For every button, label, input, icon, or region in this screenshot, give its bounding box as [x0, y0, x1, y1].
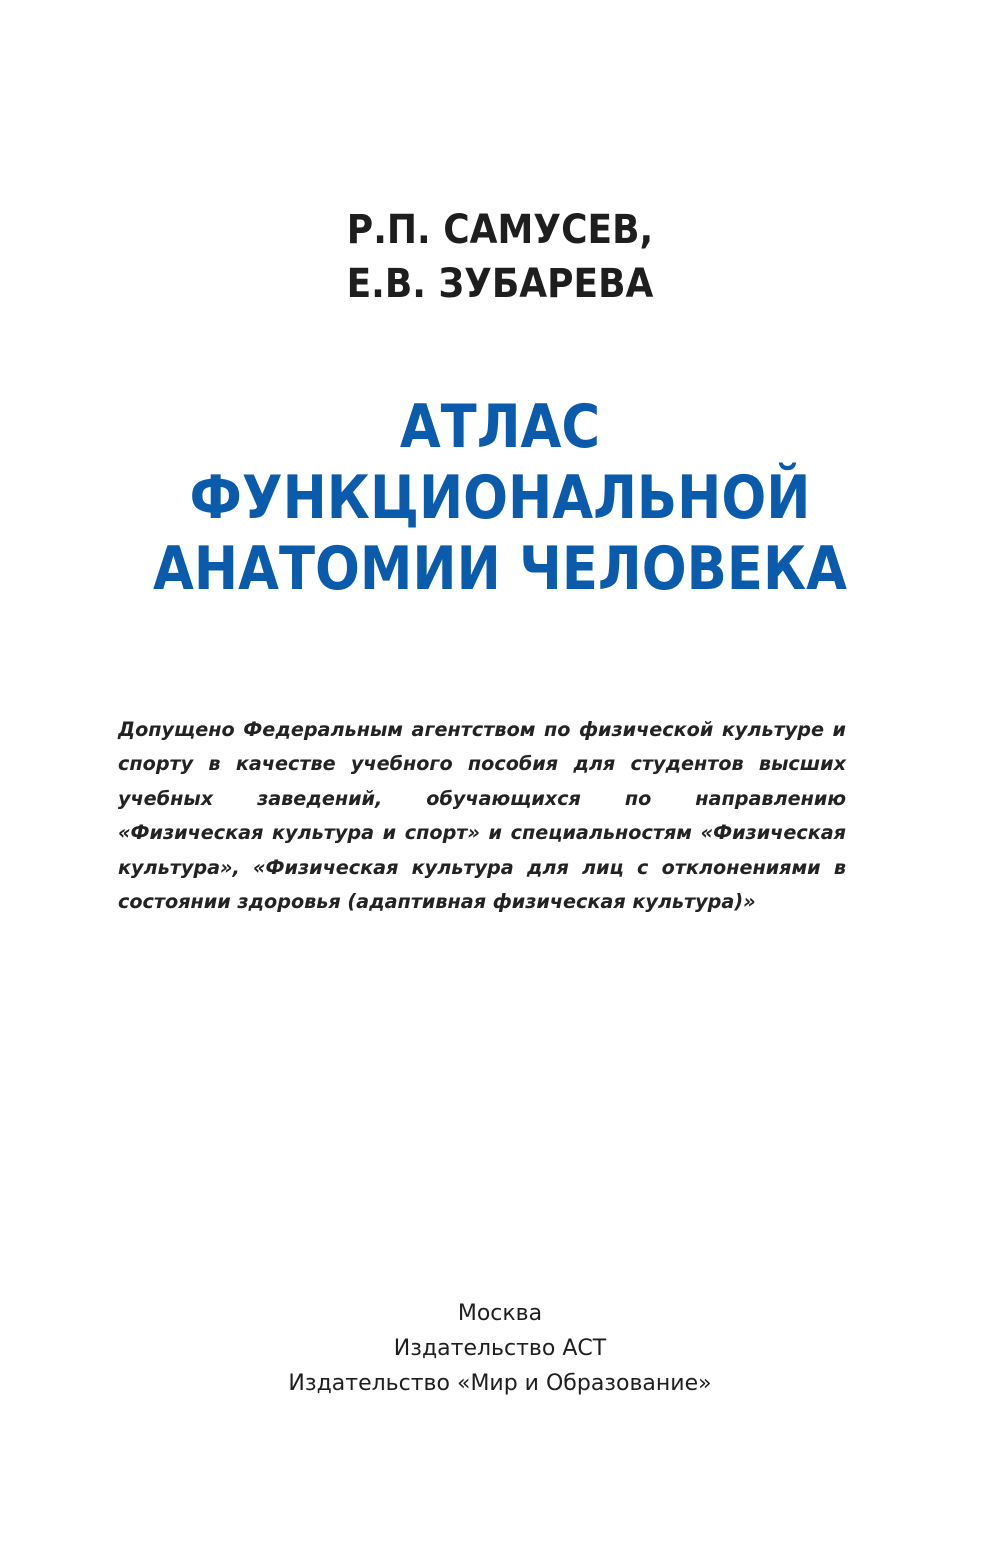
title-line-3: АНАТОМИИ ЧЕЛОВЕКА	[153, 534, 847, 604]
imprint-publisher-2: Издательство «Мир и Образование»	[288, 1371, 712, 1396]
imprint-block	[0, 1296, 1000, 1401]
author-second: Е.В. ЗУБАРЕВА	[346, 261, 654, 307]
title-line-2: ФУНКЦИОНАЛЬНОЙ	[189, 463, 811, 533]
title-line-1: АТЛАС	[399, 392, 601, 462]
approval-statement: Допущено Федеральным агентством по физической культуре и спорту в качестве учебного пособия для студентов высших учебных заведений, обучающихся по направлению «Физическая культура и спорт» и специальностям «Физическая культура», «Физическая культура для лиц с отклонениями в состоянии здоровья (адаптивная физическая культура)»	[118, 718, 846, 914]
author-first: Р.П. САМУСЕВ,	[346, 207, 654, 253]
book-title	[0, 392, 1000, 605]
imprint-city: Москва	[457, 1301, 543, 1326]
imprint-publisher-1: Издательство АСТ	[393, 1336, 607, 1361]
authors-block	[0, 203, 1000, 311]
